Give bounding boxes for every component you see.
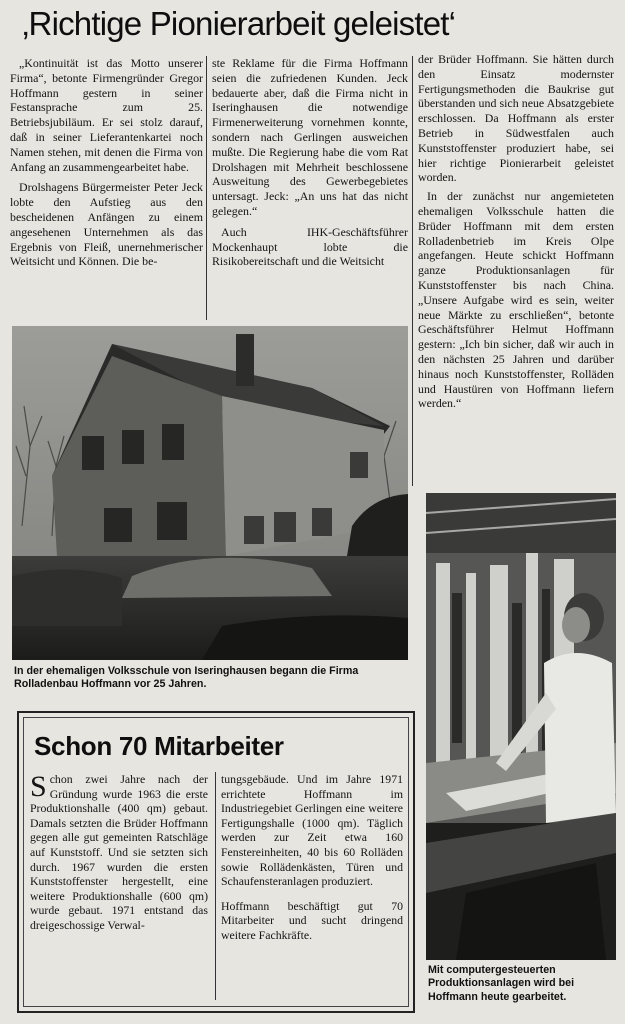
article-paragraph: Auch IHK-Geschäftsführer Mockenhaupt lobte die Risikobereitschaft und die Weitsicht xyxy=(212,224,408,269)
article-column-3 xyxy=(418,52,614,411)
sidebar-paragraph: chon zwei Jahre nach der Gründung wurde 1963 die erste Produktionshalle (400 qm) gebaut. Damals setzten die Brüder Hoffmann gegen alle gut gemeinten Ratschläge auf Kunststoff. Und sie setzten sich durch. 1967 wurden die ersten Kunststoffenster hergestellt, eine weitere Produktionshalle (600 qm) wurde gebaut. 1971 entstand das dreigeschossige Verwal- xyxy=(30,772,208,932)
column-divider xyxy=(206,56,207,320)
article-column-2 xyxy=(212,56,408,269)
article-paragraph: „Kontinuität ist das Motto unserer Firma“, betonte Firmengründer Gregor Hoffmann gestern in seiner Festansprache zum 25. Betriebsjubiläum. Er sei stolz darauf, daß in seiner Lieferantenkartei noch Namen stehen, mit denen die Firma von Anfang an zusammengearbeitet habe. xyxy=(10,56,203,174)
article-paragraph: der Brüder Hoffmann. Sie hätten durch den Einsatz modernster Fertigungsmethoden die Baukrise gut überstanden und sich neue Absatzgebiete erschlossen. Da Hoffmann als erster Betrieb in Südwestfalen auch Kunststoffenster produziert habe, sei hier richtige Pionierarbeit geleistet worden. xyxy=(418,52,614,185)
drop-cap: S xyxy=(30,770,47,803)
photo-caption: Mit computergesteuerten Produktionsanlagen wird bei Hoffmann heute gearbeitet. xyxy=(428,964,575,1003)
article-paragraph: Drolshagens Bürgermeister Peter Jeck lobte den Aufstieg aus den bescheidenen Anfängen zu einem angesehenen Unternehmen als das Ergebnis von Fleiß, unernehmerischer Weitsicht und Können. Die be- xyxy=(10,180,203,269)
headline: ‚Richtige Pionierarbeit geleistet‘ xyxy=(22,5,456,42)
article-paragraph: ste Reklame für die Firma Hoffmann seien die zufriedenen Kunden. Jeck bedauerte aber, daß die Firma nicht in Iseringhausen die notwendige Firmenerweiterung vornehmen konnte, sondern nach Gerlingen ausweichen mußte. Die Regierung habe die vom Rat Drolshagen mit Mehrheit beschlossene Ausweitung des Gewerbegebietes untersagt. Jeck: „An uns hat das nicht gelegen.“ xyxy=(212,56,408,218)
production-photo xyxy=(426,493,616,960)
column-divider xyxy=(412,56,413,486)
article-column-1 xyxy=(10,56,203,269)
sidebar-paragraph: Hoffmann beschäftigt gut 70 Mitarbeiter und sucht dringend weitere Fachkräfte. xyxy=(221,898,403,942)
sidebar-column-2 xyxy=(221,772,403,943)
sidebar-title: Schon 70 Mitarbeiter xyxy=(34,731,284,761)
sidebar-column-1 xyxy=(30,772,208,933)
column-divider xyxy=(215,772,216,1000)
photo-caption: In der ehemaligen Volksschule von Iseringhausen begann die Firma Rolladenbau Hoffmann vor 25 Jahren. xyxy=(14,665,359,691)
schoolhouse-photo xyxy=(12,326,408,660)
article-paragraph: In der zunächst nur angemieteten ehemaligen Volksschule hatten die Brüder Hoffmann mit dem ersten Rolladenbetrieb im Kreis Olpe angefangen. Heute schickt Hoffmann ganze Produktionsanlagen für Kunststoffenster bis nach China. „Unsere Aufgabe wird es sein, weiter neue Märkte zu erschließen“, betonte Geschäftsführer Helmut Hoffmann gestern: „Ich bin sicher, daß wir auch in den nächsten 25 Jahren und darüber hinaus noch Kunststoffenster, Rolläden und Haustüren von Hoffmann liefern werden.“ xyxy=(418,189,614,411)
sidebar-paragraph: tungsgebäude. Und im Jahre 1971 errichtete Hoffmann im Industriegebiet Gerlingen eine weitere Fertigungshalle (1000 qm). Täglich werden zur Zeit etwa 160 Fenstereinheiten, 40 bis 60 Rolläden sowie Rollädenkästen, Türen und Schaufensteranlagen produziert. xyxy=(221,772,403,889)
